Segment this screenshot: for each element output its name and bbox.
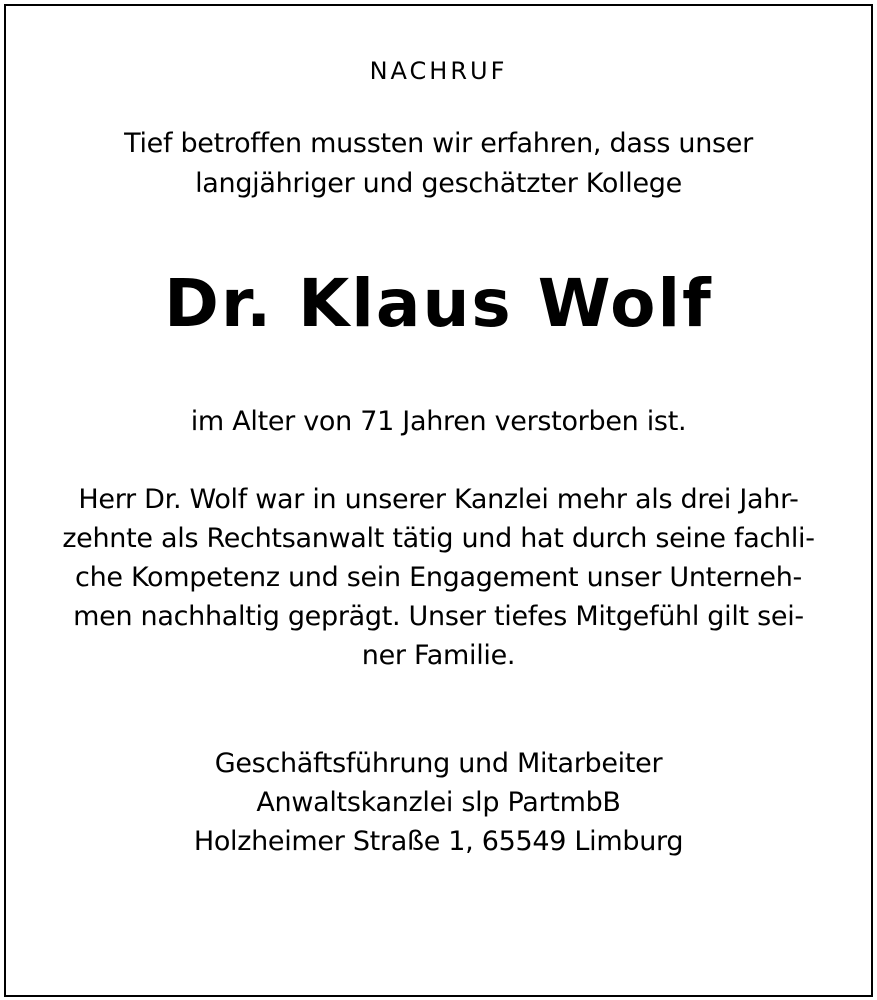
obituary-heading: NACHRUF — [369, 57, 508, 85]
body-line: ner Familie. — [361, 640, 516, 671]
body-line: Herr Dr. Wolf war in unserer Kanzlei mehr als drei Jahr- — [78, 484, 799, 515]
deceased-name: Dr. Klaus Wolf — [164, 265, 713, 342]
signature-line: Anwaltskanzlei slp PartmbB — [256, 787, 621, 818]
age-line: im Alter von 71 Jahren verstorben ist. — [190, 406, 687, 437]
signature-line: Geschäftsführung und Mitarbeiter — [214, 748, 663, 779]
intro-line: Tief betroffen mussten wir erfahren, dass unser — [124, 128, 753, 159]
body-line: zehnte als Rechtsanwalt tätig und hat durch seine fachli- — [62, 523, 815, 554]
signature-address: Holzheimer Straße 1, 65549 Limburg — [193, 826, 684, 857]
body-line: che Kompetenz und sein Engagement unser Unterneh- — [75, 562, 802, 593]
body-line: men nachhaltig geprägt. Unser tiefes Mitgefühl gilt sei- — [73, 601, 804, 632]
intro-line: langjähriger und geschätzter Kollege — [195, 168, 682, 199]
